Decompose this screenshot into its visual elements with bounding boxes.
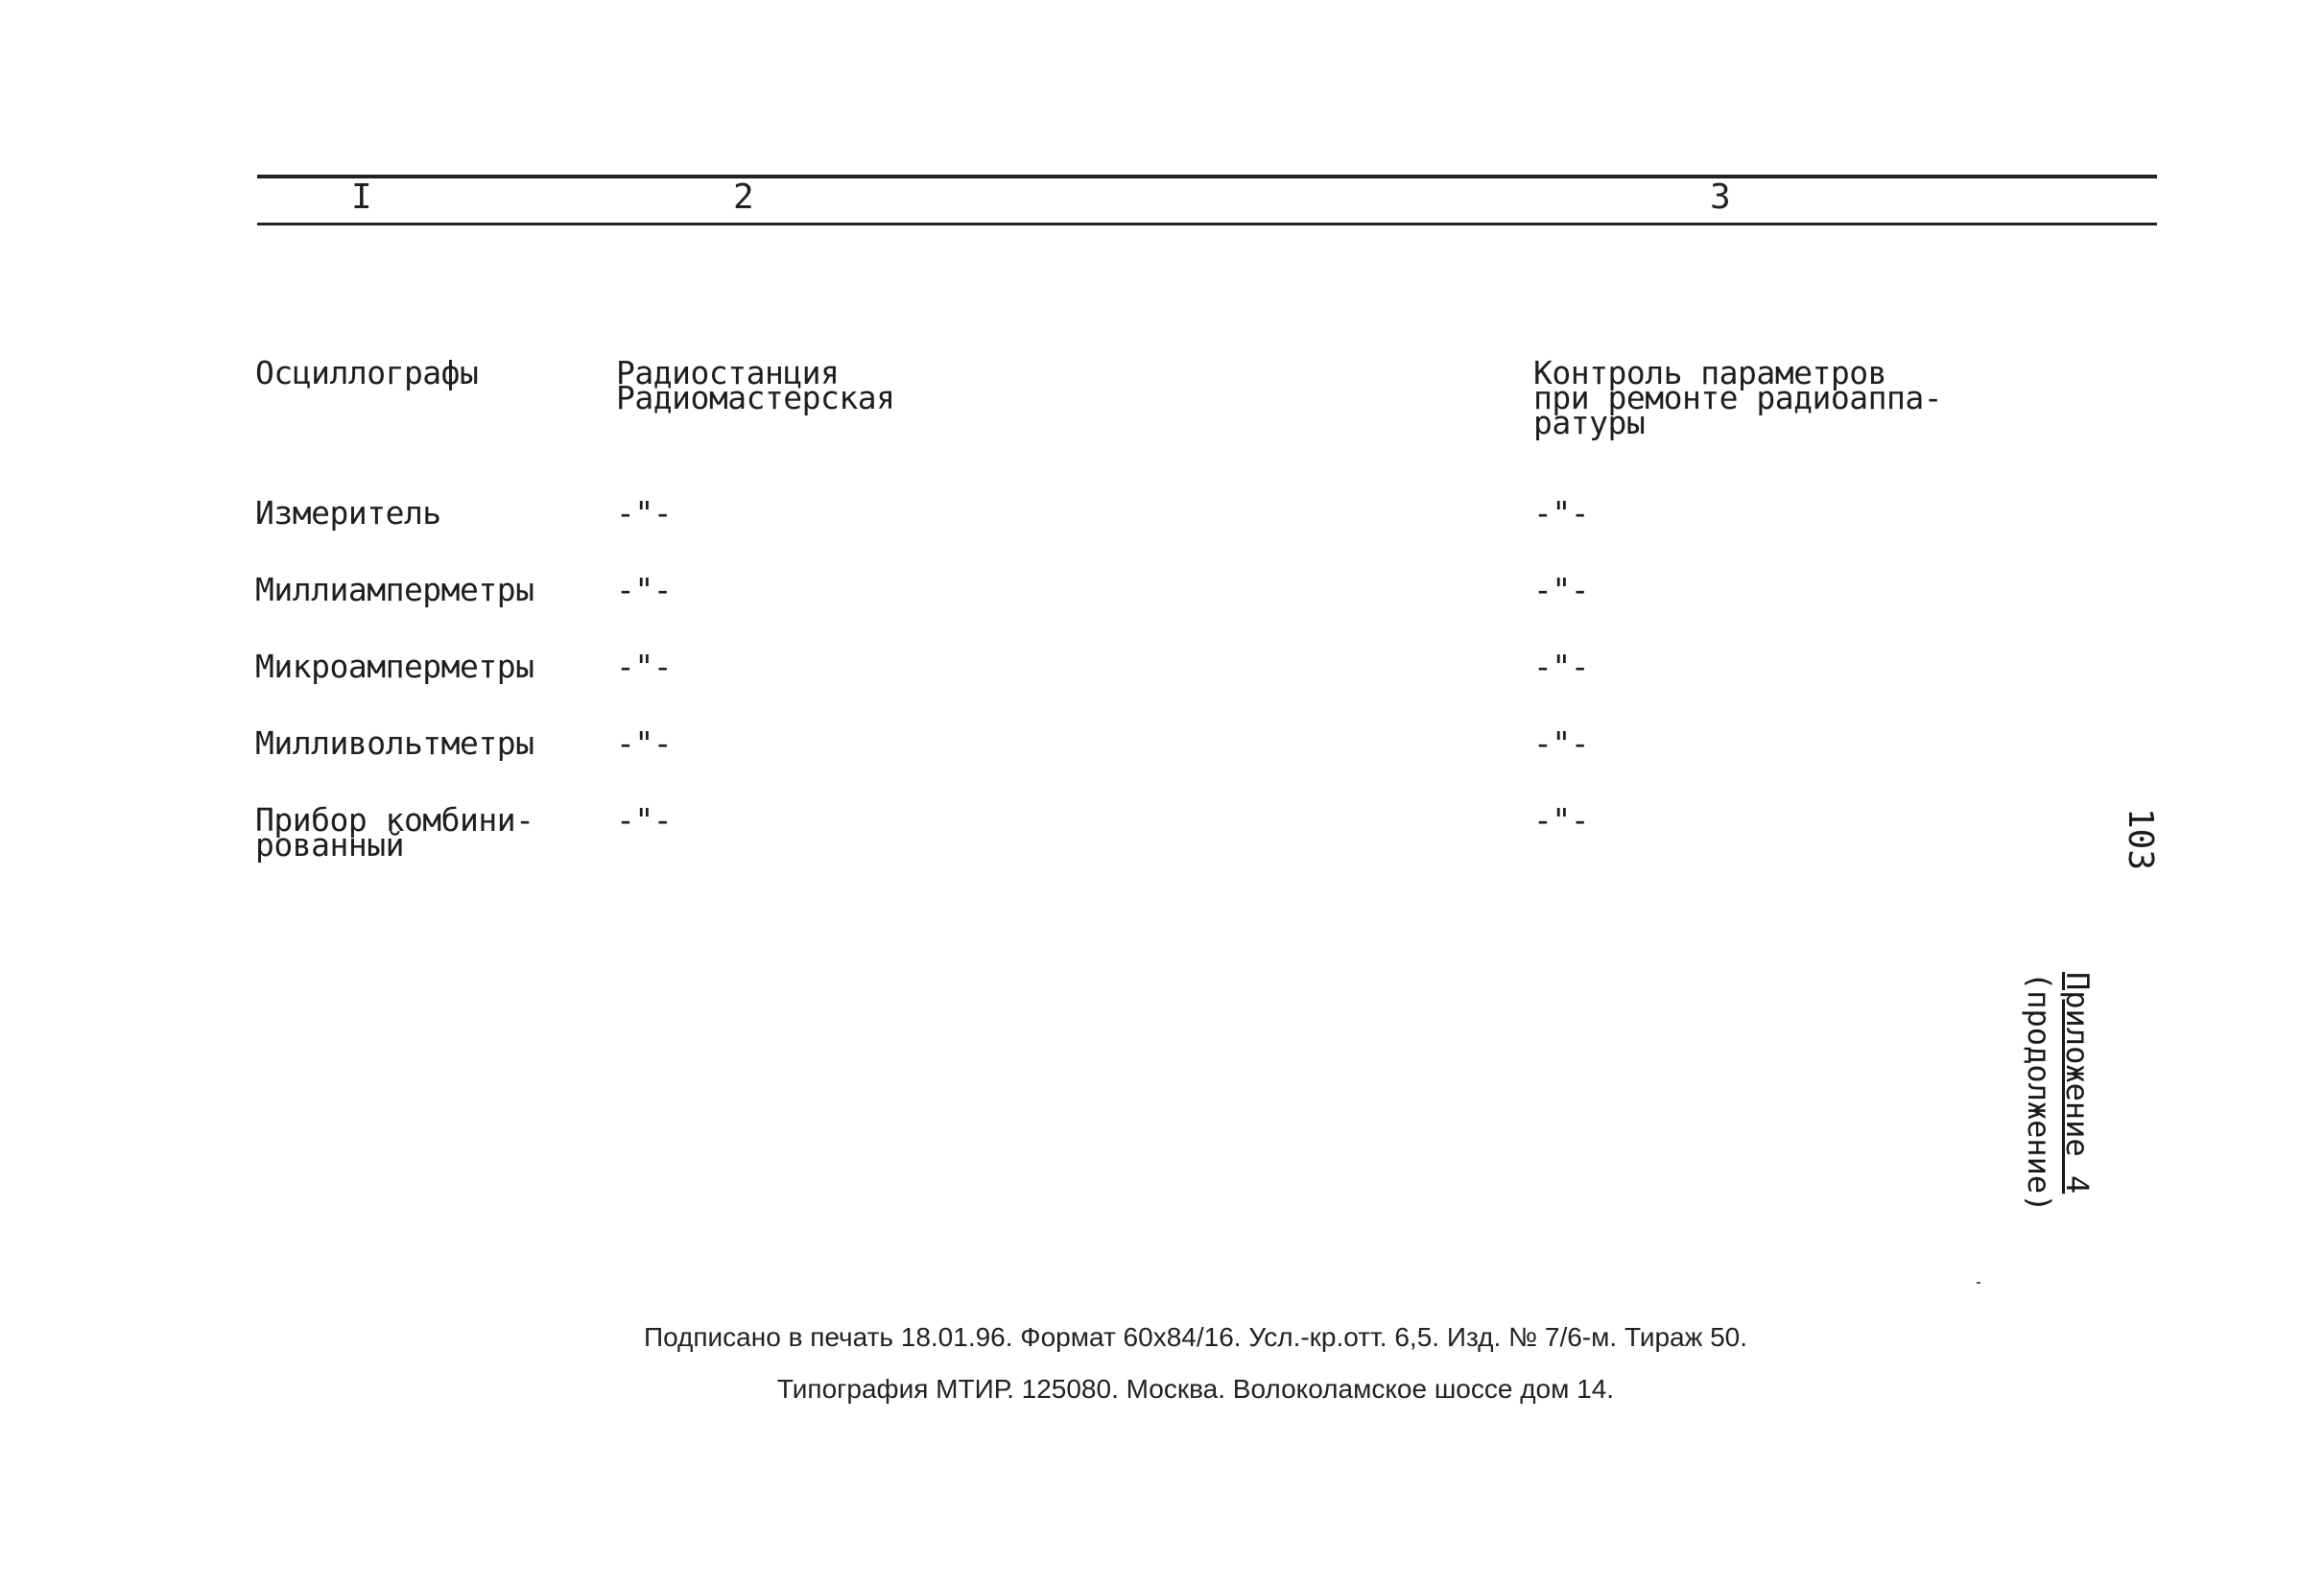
appendix-label [1981,972,2097,1231]
row-location: -"- [616,724,673,762]
row-location: -"- [616,648,673,685]
appendix-subtitle: (продолжение) [2021,972,2057,1213]
table-header-rule [257,223,2157,225]
row-device-name: Миллиамперметры [255,571,534,608]
row-purpose: -"- [1533,648,1590,685]
row-device-name: Микроамперметры [255,648,534,685]
column-number-3: 3 [1710,178,1731,217]
row-location: Радиостанция Радиомастерская [616,354,895,416]
page-number: 103 [2121,808,2160,871]
table-top-rule [257,175,2157,178]
imprint-line-1: Подписано в печать 18.01.96. Формат 60x84/16. Усл.-кр.отт. 6,5. Изд. № 7/6-м. Тираж 50. [643,1322,1748,1352]
column-number-2: 2 [733,178,754,217]
appendix-title: Приложение 4 [2059,972,2096,1195]
row-device-name: Прибор комбини- рованный [255,801,534,864]
row-purpose: -"- [1533,494,1590,532]
row-purpose: -"- [1533,571,1590,608]
row-purpose: Контроль параметров при ремонте радиоаппа- ратуры [1533,354,1943,441]
row-device-name: Милливольтметры [255,724,534,762]
row-location: -"- [616,571,673,608]
row-location: -"- [616,494,673,532]
row-purpose: -"- [1533,801,1590,839]
row-device-name: Измеритель [255,494,441,532]
row-location: -"- [616,801,673,839]
row-device-name: Осциллографы [255,354,479,391]
row-purpose: -"- [1533,724,1590,762]
column-number-1: I [351,178,372,217]
imprint-line-2: Типография МТИР. 125080. Москва. Волоколамское шоссе дом 14. [776,1374,1615,1404]
scan-speck [1977,1282,1980,1284]
